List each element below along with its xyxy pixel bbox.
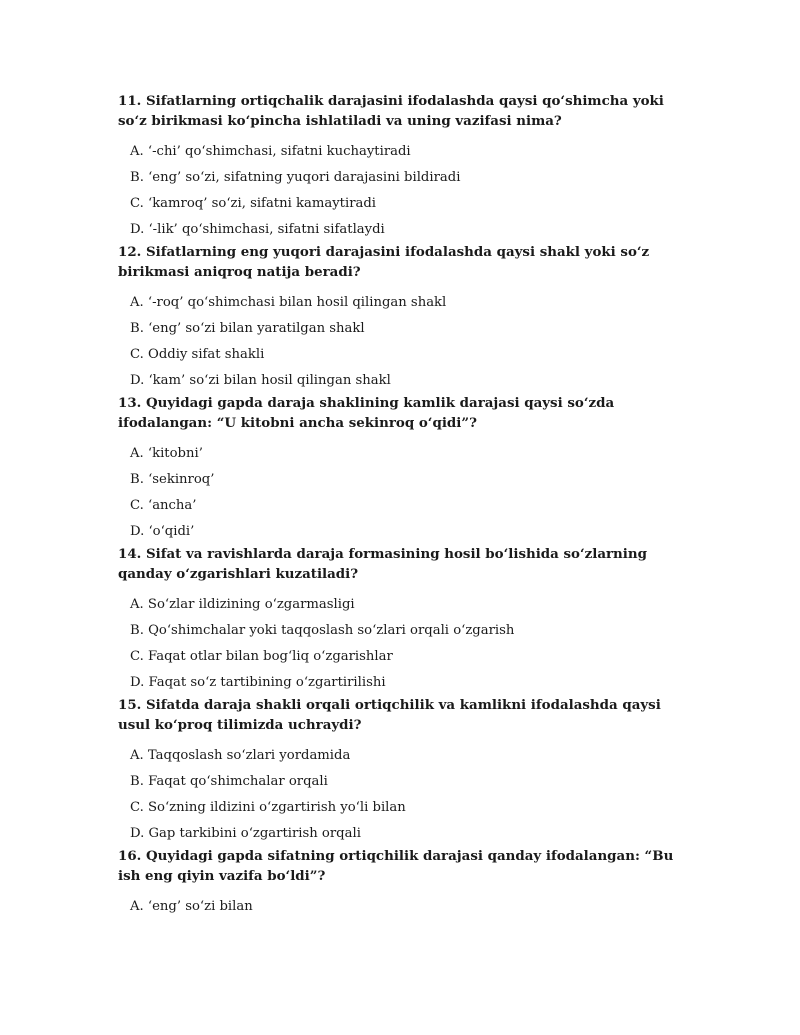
option-d: D. Gap tarkibini o‘zgartirish orqali <box>130 826 361 841</box>
option-a: A. ‘kitobni’ <box>130 446 203 461</box>
options-list <box>118 139 678 243</box>
option-b: B. ‘sekinroq’ <box>130 472 215 487</box>
option-b: B. ‘eng’ so‘zi bilan yaratilgan shakl <box>130 321 365 336</box>
option-b: B. Faqat qo‘shimchalar orqali <box>130 774 328 789</box>
option-b: B. Qo‘shimchalar yoki taqqoslash so‘zlari orqali o‘zgarish <box>130 623 515 638</box>
options-list <box>118 592 678 696</box>
question-title: 16. Quyidagi gapda sifatning ortiqchilik darajasi qanday ifodalangan: “Bu ish eng qiyin vazifa bo‘ldi”? <box>118 848 674 884</box>
option-c: C. Faqat otlar bilan bog‘liq o‘zgarishlar <box>130 649 393 664</box>
question-title: 13. Quyidagi gapda daraja shaklining kamlik darajasi qaysi so‘zda ifodalangan: “U kitobni ancha sekinroq o‘qidi”? <box>118 395 615 431</box>
options-list <box>118 743 678 847</box>
option-a: A. So‘zlar ildizining o‘zgarmasligi <box>130 597 355 612</box>
question-11 <box>118 92 678 243</box>
question-13 <box>118 394 678 545</box>
option-d: D. ‘-lik’ qo‘shimchasi, sifatni sifatlaydi <box>130 222 385 237</box>
option-d: D. ‘kam’ so‘zi bilan hosil qilingan shakl <box>130 373 391 388</box>
options-list <box>118 894 678 920</box>
option-a: A. ‘eng’ so‘zi bilan <box>130 899 253 914</box>
question-15 <box>118 696 678 847</box>
option-a: A. ‘-roq’ qo‘shimchasi bilan hosil qilingan shakl <box>130 295 447 310</box>
question-16 <box>118 847 678 920</box>
options-list <box>118 441 678 545</box>
options-list <box>118 290 678 394</box>
question-title: 14. Sifat va ravishlarda daraja formasining hosil bo‘lishida so‘zlarning qanday o‘zgarishlari kuzatiladi? <box>118 546 647 582</box>
option-c: C. Oddiy sifat shakli <box>130 347 265 362</box>
option-a: A. ‘-chi’ qo‘shimchasi, sifatni kuchaytiradi <box>130 144 411 159</box>
question-14 <box>118 545 678 696</box>
question-title: 11. Sifatlarning ortiqchalik darajasini ifodalashda qaysi qo‘shimcha yoki so‘z birikmasi ko‘pincha ishlatiladi va uning vazifasi nima? <box>118 93 664 129</box>
option-d: D. Faqat so‘z tartibining o‘zgartirilishi <box>130 675 386 690</box>
option-d: D. ‘o‘qidi’ <box>130 524 195 539</box>
option-c: C. ‘kamroq’ so‘zi, sifatni kamaytiradi <box>130 196 377 211</box>
question-title: 15. Sifatda daraja shakli orqali ortiqchilik va kamlikni ifodalashda qaysi usul ko‘proq tilimizda uchraydi? <box>118 697 661 733</box>
question-title: 12. Sifatlarning eng yuqori darajasini ifodalashda qaysi shakl yoki so‘z birikmasi aniqroq natija beradi? <box>118 244 650 280</box>
option-c: C. ‘ancha’ <box>130 498 197 513</box>
document-page <box>118 92 678 920</box>
option-b: B. ‘eng’ so‘zi, sifatning yuqori darajasini bildiradi <box>130 170 461 185</box>
option-c: C. So‘zning ildizini o‘zgartirish yo‘li bilan <box>130 800 406 815</box>
option-a: A. Taqqoslash so‘zlari yordamida <box>130 748 351 763</box>
question-12 <box>118 243 678 394</box>
